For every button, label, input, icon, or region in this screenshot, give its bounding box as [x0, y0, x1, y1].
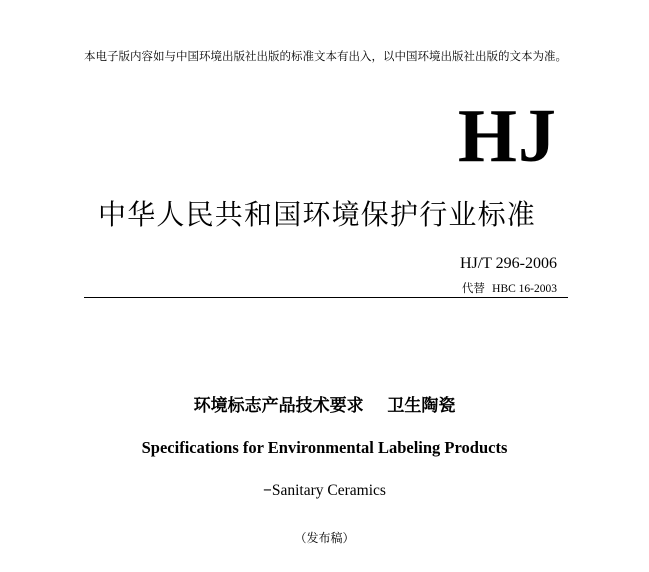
document-title-chinese: 环境标志产品技术要求 卫生陶瓷	[193, 396, 456, 416]
standard-category-title: 中华人民共和国环境保护行业标准	[98, 198, 537, 231]
hj-logo: HJ	[457, 94, 557, 178]
document-subtitle-english	[0, 480, 649, 502]
replaces-label: 代替	[461, 281, 485, 295]
document-title-english: Specifications for Environmental Labeling Products	[141, 438, 508, 457]
subtitle-dash: −	[263, 482, 272, 499]
replaced-standard-code: HBC 16-2003	[492, 283, 557, 295]
disclaimer-notice: 本电子版内容如与中国环境出版社出版的标准文本有出入，以中国环境出版社出版的文本为准。	[84, 49, 567, 63]
draft-status-label: （发布稿）	[294, 531, 355, 545]
replaces-line	[462, 280, 557, 297]
standard-number: HJ/T 296-2006	[459, 255, 557, 272]
header-divider	[84, 297, 568, 298]
subtitle-text: Sanitary Ceramics	[271, 482, 386, 499]
